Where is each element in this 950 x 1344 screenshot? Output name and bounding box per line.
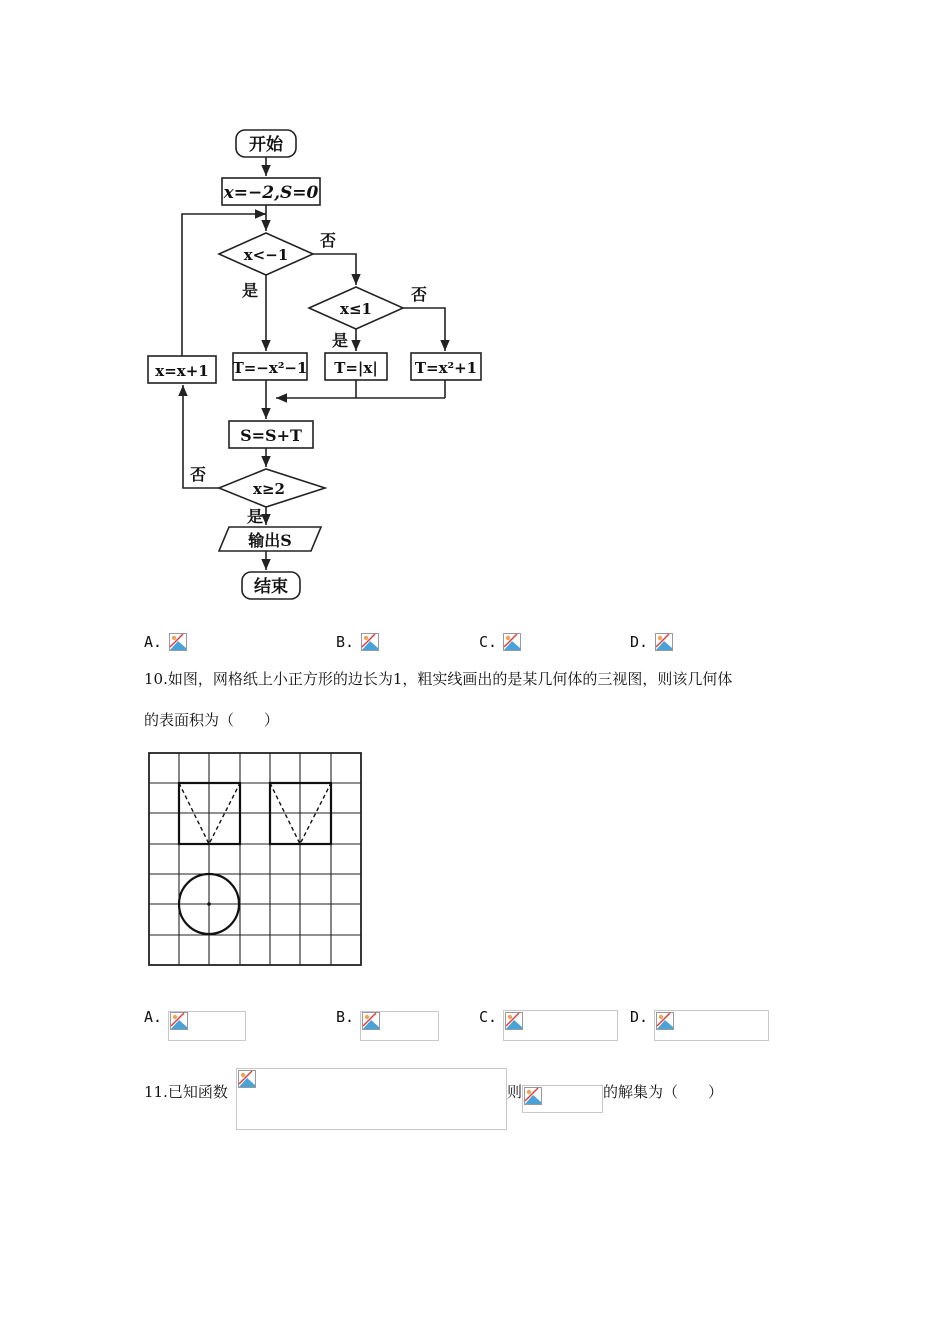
- flow-no-label-3: 否: [189, 465, 207, 484]
- q9-option-a: A.: [144, 633, 163, 651]
- q11-suffix: 的解集为（ ）: [603, 1083, 724, 1101]
- broken-image-icon: [524, 1087, 542, 1105]
- q11-prefix: 11.已知函数: [144, 1083, 228, 1101]
- flow-increment: x=x+1: [155, 362, 209, 380]
- broken-image-icon: [655, 633, 673, 651]
- broken-image-icon: [362, 1012, 380, 1030]
- broken-image-icon: [505, 1012, 523, 1030]
- broken-image-icon: [656, 1012, 674, 1030]
- flow-no-label-1: 否: [319, 231, 337, 250]
- q10-line2: 的表面积为（ ）: [144, 711, 280, 729]
- q11-function-image: [236, 1068, 507, 1130]
- three-view-grid-figure: [148, 752, 364, 967]
- flow-yes-label-3: 是: [246, 507, 264, 526]
- flow-output: 输出S: [248, 531, 292, 550]
- flow-init: x=−2,S=0: [223, 183, 319, 203]
- flow-accumulate: S=S+T: [240, 426, 302, 445]
- flow-yes-label-2: 是: [331, 331, 349, 350]
- q10-option-a: A.: [144, 1008, 163, 1026]
- q11-middle: 则: [507, 1083, 523, 1101]
- flow-calc-right: T=x²+1: [414, 359, 478, 377]
- q10-line1: 10.如图，网格纸上小正方形的边长为1，粗实线画出的是某几何体的三视图，则该几何体: [144, 670, 733, 688]
- q9-option-d: D.: [630, 633, 649, 651]
- flow-cond2: x≤1: [340, 300, 372, 318]
- broken-image-icon: [170, 1012, 188, 1030]
- broken-image-icon: [503, 633, 521, 651]
- q10-option-c: C.: [479, 1008, 498, 1026]
- flow-no-label-2: 否: [410, 285, 428, 304]
- flow-calc-left: T=−x²−1: [232, 359, 308, 377]
- broken-image-icon: [238, 1070, 256, 1088]
- q9-option-c: C.: [479, 633, 498, 651]
- broken-image-icon: [169, 633, 187, 651]
- flow-end: 结束: [254, 577, 288, 597]
- q10-option-b: B.: [336, 1008, 355, 1026]
- flow-yes-label-1: 是: [241, 281, 259, 300]
- flow-cond3: x≥2: [253, 480, 285, 498]
- flowchart-figure: [135, 118, 505, 608]
- q10-option-d: D.: [630, 1008, 649, 1026]
- flow-start: 开始: [249, 135, 283, 155]
- q9-option-b: B.: [336, 633, 355, 651]
- flow-cond1: x<−1: [243, 246, 289, 264]
- broken-image-icon: [361, 633, 379, 651]
- flow-calc-mid: T=|x|: [334, 359, 378, 377]
